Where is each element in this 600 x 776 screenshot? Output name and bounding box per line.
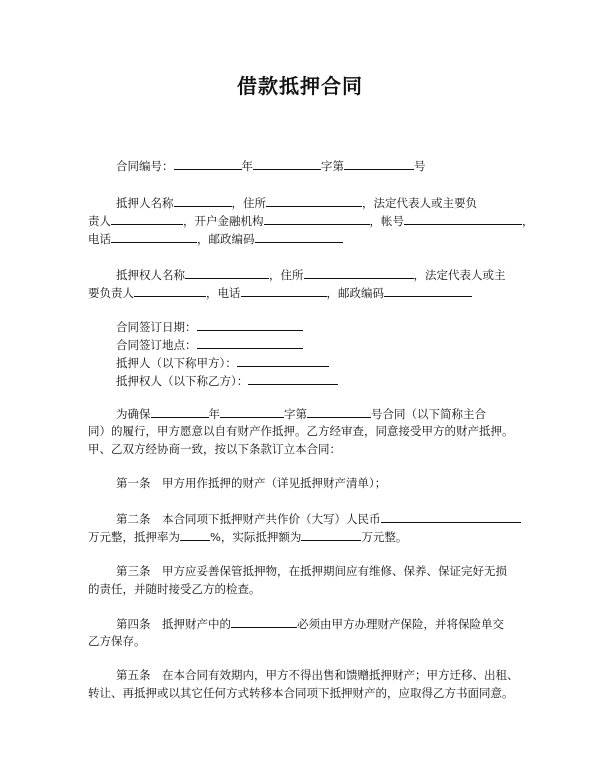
label: 第四条 抵押财产中的 (116, 617, 231, 631)
label: 号合同（以下简称主合 (371, 407, 486, 421)
pledgee-line-1 (116, 266, 506, 283)
article-3-line-1: 第三条 甲方应妥善保管抵押物，在抵押期间应有维修、保养、保证完好无损 (116, 564, 507, 578)
contract-number-line (116, 157, 426, 174)
blank (197, 318, 303, 331)
label: ，住所 (231, 196, 266, 210)
label: 万元整，抵押率为 (88, 530, 180, 544)
signing-date-line (116, 318, 303, 335)
label: 要负责人 (88, 286, 134, 300)
blank (111, 230, 197, 243)
article-2-line-1 (116, 510, 521, 527)
blank (197, 336, 303, 349)
blank (248, 372, 338, 385)
blank (134, 284, 206, 297)
blank (253, 157, 321, 170)
label: 电话 (88, 232, 111, 246)
blank (231, 615, 297, 628)
label: 第二条 本合同项下抵押财产共作价（大写）人民币 (116, 512, 381, 526)
party-a-line (116, 354, 329, 371)
label: ，法定代表人或主 (413, 268, 506, 282)
blank (384, 284, 472, 297)
article-4-line-1 (116, 615, 504, 632)
blank (174, 157, 242, 170)
blank (220, 405, 284, 418)
blank (174, 194, 232, 207)
label: 合同编号： (116, 159, 174, 173)
label: 年 (208, 407, 220, 421)
blank (266, 194, 362, 207)
blank (255, 230, 343, 243)
blank (264, 212, 370, 225)
blank (180, 528, 210, 541)
blank (151, 405, 209, 418)
blank (301, 528, 361, 541)
label: 抵押权人（以下称乙方）： (116, 374, 249, 388)
pledgor-line-2 (88, 212, 534, 229)
label: 合同签订日期： (116, 320, 197, 334)
label: ，帐号 (369, 214, 404, 228)
blank (111, 212, 183, 225)
preamble-line-3: 甲、乙双方经协商一致，按以下条款订立本合同： (88, 442, 341, 456)
article-1: 第一条 甲方用作抵押的财产（详见抵押财产清单）； (116, 476, 387, 490)
preamble-line-2: 同）的履行，甲方愿意以自有财产作抵押。乙方经审查，同意接受甲方的财产抵押。 (88, 424, 514, 438)
label: ，邮政编码 (326, 286, 384, 300)
label: 字第 (284, 407, 307, 421)
blank (307, 405, 371, 418)
label: ，住所 (269, 268, 304, 282)
blank (304, 266, 414, 279)
blank (381, 510, 521, 523)
label: 必须由甲方办理财产保险，并将保险单交 (297, 617, 504, 631)
label: 抵押人（以下称甲方）： (116, 356, 237, 370)
article-3-line-2: 的责任，并随时接受乙方的检查。 (88, 582, 261, 596)
blank (241, 284, 327, 297)
preamble-line-1 (116, 405, 486, 422)
label: ，法定代表人或主要负 (362, 196, 477, 210)
pledgee-line-2 (88, 284, 472, 301)
blank (237, 354, 329, 367)
blank (344, 157, 414, 170)
signing-place-line (116, 336, 303, 353)
label: %，实际抵押额为 (210, 530, 302, 544)
pledgor-line-3 (88, 230, 343, 247)
label: ，电话 (206, 286, 241, 300)
party-b-line (116, 372, 338, 389)
document-title: 借款抵押合同 (237, 74, 363, 98)
label: ，开户金融机构 (183, 214, 264, 228)
label: 号 (414, 159, 426, 173)
label: ，邮政编码 (197, 232, 255, 246)
label: ， (522, 214, 534, 228)
blank (185, 266, 269, 279)
label: 抵押权人名称 (116, 268, 185, 282)
article-2-line-2 (88, 528, 407, 545)
article-5-line-1: 第五条 在本合同有效期内，甲方不得出售和馈赠抵押财产；甲方迁移、出租、 (116, 668, 519, 682)
label: 字第 (321, 159, 344, 173)
blank (404, 212, 522, 225)
label: 年 (241, 159, 253, 173)
label: 为确保 (116, 407, 151, 421)
label: 万元整。 (361, 530, 408, 544)
label: 抵押人名称 (116, 196, 174, 210)
label: 合同签订地点： (116, 338, 197, 352)
article-4-line-2: 乙方保存。 (88, 634, 146, 648)
pledgor-line-1 (116, 194, 477, 211)
article-5-line-2: 转让、再抵押或以其它任何方式转移本合同项下抵押财产的，应取得乙方书面同意。 (88, 686, 514, 700)
label: 责人 (88, 214, 111, 228)
